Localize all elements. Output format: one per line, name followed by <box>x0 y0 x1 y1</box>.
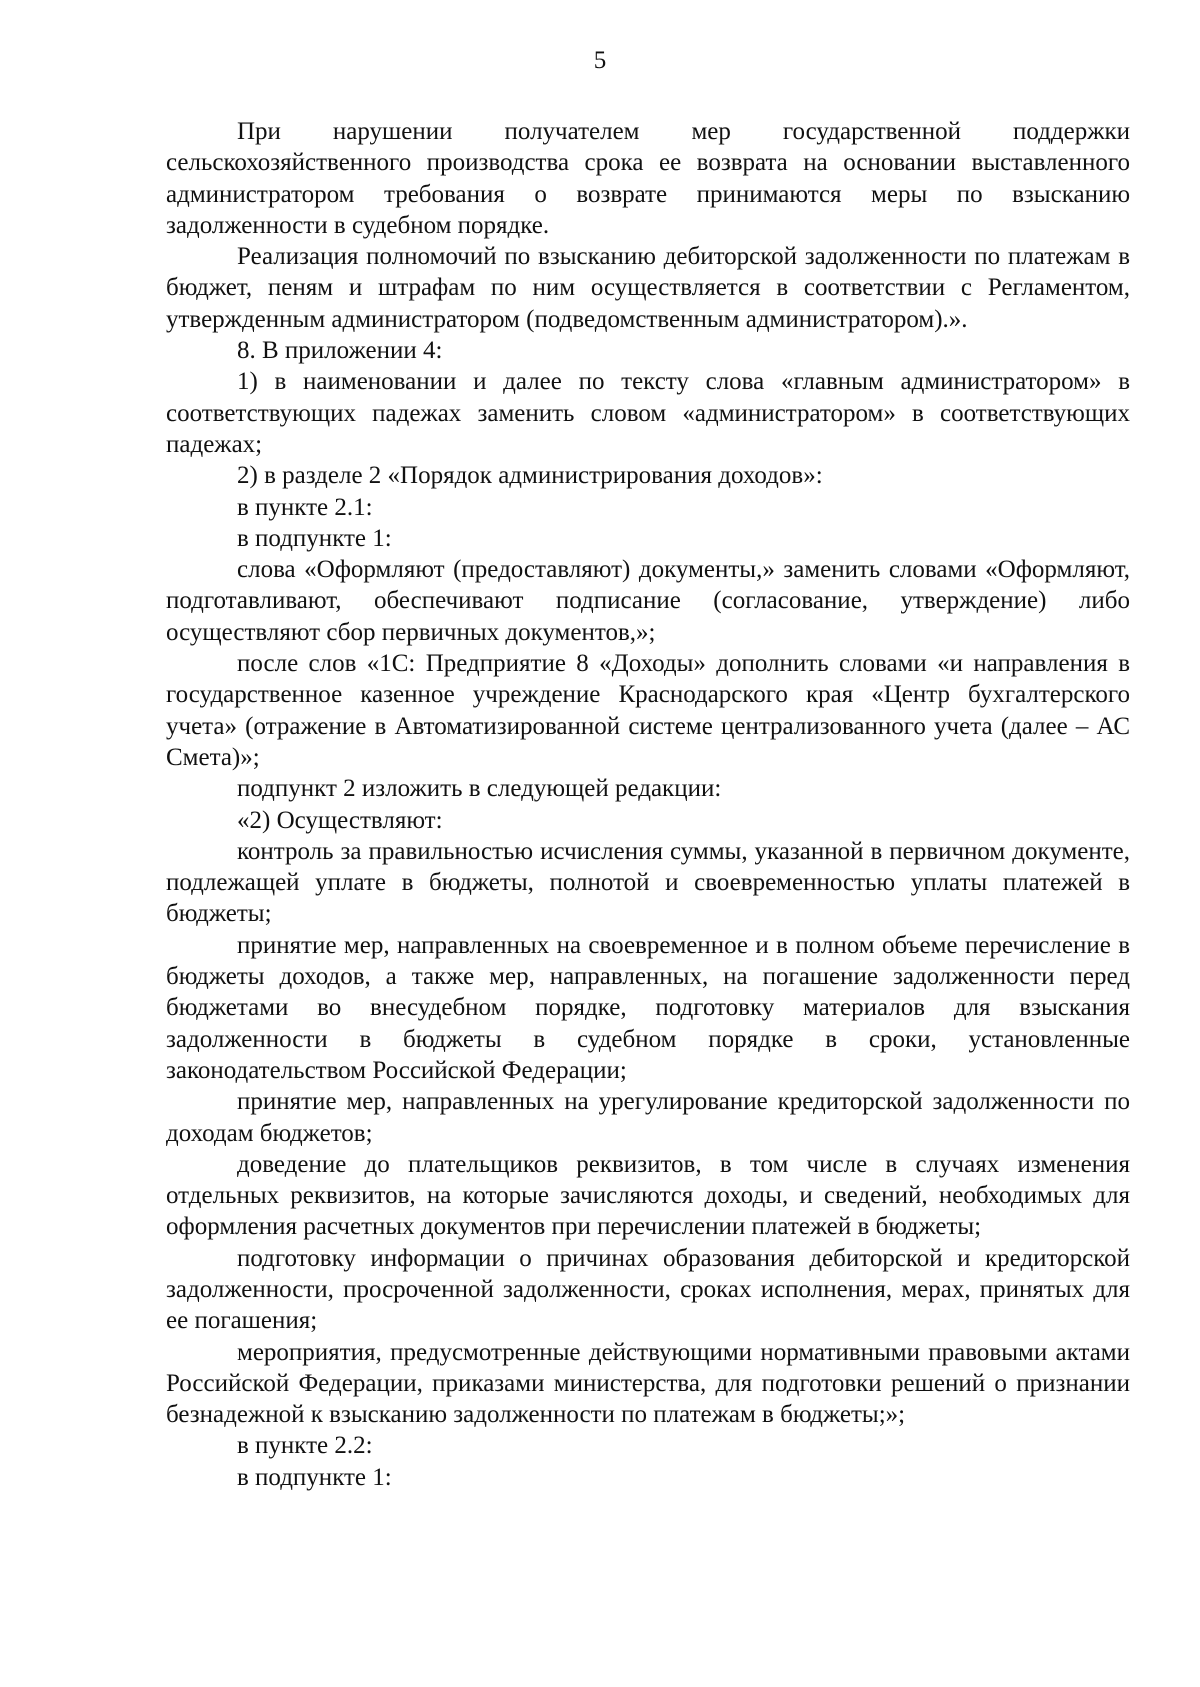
paragraph: в пункте 2.2: <box>237 1432 373 1460</box>
paragraph: 8. В приложении 4: <box>237 337 443 365</box>
paragraph: 1) в наименовании и далее по тексту слова «главным администратором» в соответствующих падежах заменить словом «администратором» в соответствующих падежах; <box>166 368 1130 458</box>
document-body <box>166 116 1130 1493</box>
paragraph: после слов «1С: Предприятие 8 «Доходы» дополнить словами «и направления в государственное казенное учреждение Краснодарского края «Центр бухгалтерского учета» (отражение в Автоматизированной системе централизованного учета (далее – АС Смета)»; <box>166 650 1130 771</box>
paragraph: «2) Осуществляют: <box>237 806 443 834</box>
paragraph: в подпункте 1: <box>237 524 392 552</box>
paragraph: контроль за правильностью исчисления суммы, указанной в первичном документе, подлежащей уплате в бюджеты, полнотой и своевременностью уплаты платежей в бюджеты; <box>166 837 1130 928</box>
paragraph: 2) в разделе 2 «Порядок администрирования доходов»: <box>237 462 823 490</box>
page-number: 5 <box>593 47 607 74</box>
paragraph: принятие мер, направленных на своевременное и в полном объеме перечисление в бюджеты доходов, а также мер, направленных, на погашение задолженности перед бюджетами во внесудебном порядке, подготовку материалов для взыскания задолженности в бюджеты в судебном порядке в сроки, установленные законодательством Российской Федерации; <box>166 931 1130 1084</box>
paragraph: принятие мер, направленных на урегулирование кредиторской задолженности по доходам бюджетов; <box>166 1088 1130 1147</box>
paragraph: подпункт 2 изложить в следующей редакции: <box>237 775 722 803</box>
paragraph: слова «Оформляют (предоставляют) документы,» заменить словами «Оформляют, подготавливают, обеспечивают подписание (согласование, утверждение) либо осуществляют сбор первичных документов,»; <box>166 556 1130 646</box>
paragraph: При нарушении получателем мер государственной поддержки сельскохозяйственного производства срока ее возврата на основании выставленного администратором требования о возврате принимаются меры по взысканию задолженности в судебном порядке. <box>166 118 1130 239</box>
paragraph: подготовку информации о причинах образования дебиторской и кредиторской задолженности, просроченной задолженности, сроках исполнения, мерах, принятых для ее погашения; <box>166 1244 1130 1335</box>
paragraph: Реализация полномочий по взысканию дебиторской задолженности по платежам в бюджет, пеням и штрафам по ним осуществляется в соответствии с Регламентом, утвержденным администратором (подведомственным администратором).». <box>166 243 1130 333</box>
paragraph: в подпункте 1: <box>237 1463 392 1491</box>
paragraph: мероприятия, предусмотренные действующими нормативными правовыми актами Российской Федерации, приказами министерства, для подготовки решений о признании безнадежной к взысканию задолженности по платежам в бюджеты;»; <box>166 1338 1130 1429</box>
paragraph: доведение до плательщиков реквизитов, в том числе в случаях изменения отдельных реквизитов, на которые зачисляются доходы, и сведений, необходимых для оформления расчетных документов при перечислении платежей в бюджеты; <box>166 1150 1130 1241</box>
paragraph: в пункте 2.1: <box>237 493 373 521</box>
